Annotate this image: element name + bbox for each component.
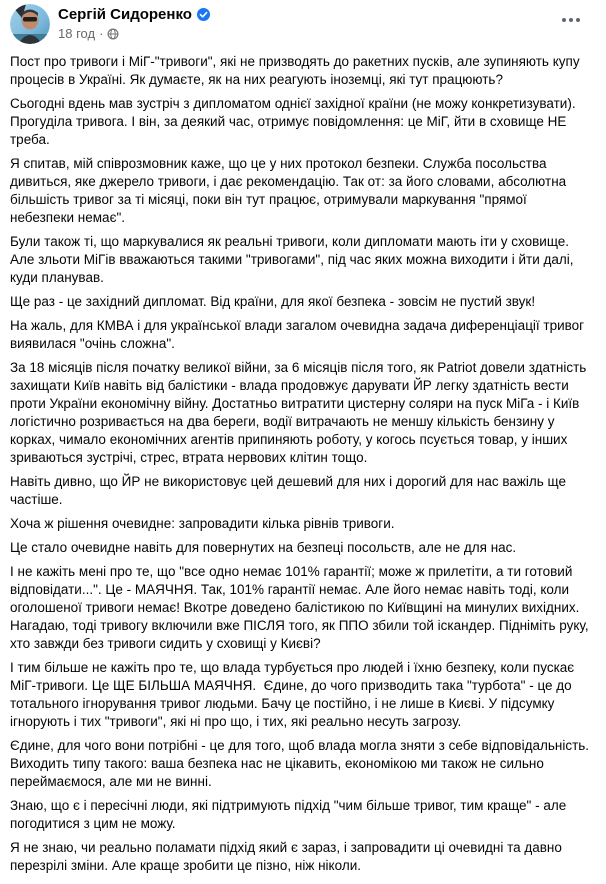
post-paragraph: І не кажіть мені про те, що "все одно немає 101% гарантії; може ж прилетіти, а ти готовий відповідати...". Це - МАЯЧНЯ. Так, 101% гарантії немає. Але його немає навіть тоді, коли оголошеної тривоги немає! Вкотре доведено балістикою по Київщині на минулих вихідних. Нагадаю, тоді тривогу включили вже ПІСЛЯ того, як ППО збили той іскандер. Підніміть руку, хто завжди без тривоги сидить у сховищі у Києві? xyxy=(10,564,593,651)
post-paragraph: Пост про тривоги і МіГ-"тривоги", які не призводять до ракетних пусків, але зупиняють купу процесів в Україні. Як думаєте, як на них реагують іноземці, які тут працюють? xyxy=(10,54,584,87)
avatar-photo xyxy=(10,4,50,44)
header-meta xyxy=(58,4,210,42)
post-paragraph: І тим більше не кажіть про те, що влада турбується про людей і їхню безпеку, коли пускає МіГ-тривоги. Це ЩЕ БІЛЬША МАЯЧНЯ. Єдине, до чого призводить така "турбота" - це до тотального ігнорування тривог людьми. Бачу це постійно, і не лише в Києві. У підсумку ігнорують і тих "тривоги", які ні про що, і тих, які реально несуть загрозу. xyxy=(10,660,578,729)
post-paragraph: Були також ті, що маркувалися як реальні тривоги, коли дипломати мають іти у сховище. Але зльоти МіГів вважаються такими "тривогами", під час яких можна виходити і йти далі, куди планував. xyxy=(10,234,578,285)
post-paragraph: За 18 місяців після початку великої війни, за 6 місяців після того, як Patriot довели здатність захищати Київ навіть від балістики - влада продовжує дарувати ЙР легку здатність вести проти України економічну війну. Достатньо витратити цистерну соляри на пуск МіГа - і Київ логістично розривається на два береги, водії витрачають не меншу кількість бензину у корках, чимало економічних агентів припиняють роботу, у когось псується товар, у інших зриваються зустрічі, стрес, втрата нервових клітин тощо. xyxy=(10,360,591,465)
post-paragraph: Я не знаю, чи реально поламати підхід який є зараз, і запровадити ці очевидні та давно перезрілі зміни. Але краще зробити це пізно, ніж ніколи. xyxy=(10,840,566,873)
post-paragraph: Я спитав, мій співрозмовник каже, що це у них протокол безпеки. Служба посольства дивиться, яке джерело тривоги, і дає рекомендацію. Так от: за його словами, абсолютна більшість тривог за ті місяці, поки він тут працює, отримували маркування "прямої небезпеки немає". xyxy=(10,156,570,225)
post-meta-row xyxy=(58,26,210,42)
ellipsis-dot xyxy=(576,18,580,22)
avatar[interactable] xyxy=(10,4,50,44)
post-header xyxy=(0,0,606,49)
globe-public-icon xyxy=(107,28,119,40)
post-paragraph: Це стало очевидне навіть для повернутих на безпеці посольств, але не для нас. xyxy=(10,540,517,555)
post-paragraph: Сьогодні вдень мав зустріч з дипломатом однієї західної країни (не можу конкретизувати). Прогуділа тривога. І він, за деякий час, отримує повідомлення: це МіГ, йти в сховище НЕ треба. xyxy=(10,96,580,147)
post-paragraph: Навіть дивно, що ЙР не використовує цей дешевий для них і дорогий для нас важіль ще частіше. xyxy=(10,474,570,507)
post-paragraph: Знаю, що є і пересічні люди, які підтримують підхід "чим більше тривог, тим краще" - але погодитися з цим не можу. xyxy=(10,798,570,831)
ellipsis-dot xyxy=(562,18,566,22)
post-paragraph: Єдине, для чого вони потрібні - це для того, щоб влада могла зняти з себе відповідальність. Виходить типу такого: ваша безпека нас не цікавить, економікою ми також не сильно переймаємося, але ми не винні. xyxy=(10,738,593,789)
verified-badge-icon xyxy=(197,8,210,21)
author-name[interactable]: Сергій Сидоренко xyxy=(58,6,192,23)
post-paragraph: Хоча ж рішення очевидне: запровадити кілька рівнів тривоги. xyxy=(10,516,395,531)
timestamp[interactable]: 18 год xyxy=(58,26,96,41)
post-text xyxy=(0,49,606,875)
ellipsis-dot xyxy=(569,18,573,22)
more-options-button[interactable] xyxy=(556,14,586,26)
post-paragraph: Ще раз - це західний дипломат. Від країни, для якої безпека - зовсім не пустий звук! xyxy=(10,294,536,309)
meta-separator: · xyxy=(99,26,104,41)
post-paragraph: На жаль, для КМВА і для української влади загалом очевидна задача диференціації тривог виявилася "очінь сложна". xyxy=(10,318,588,351)
